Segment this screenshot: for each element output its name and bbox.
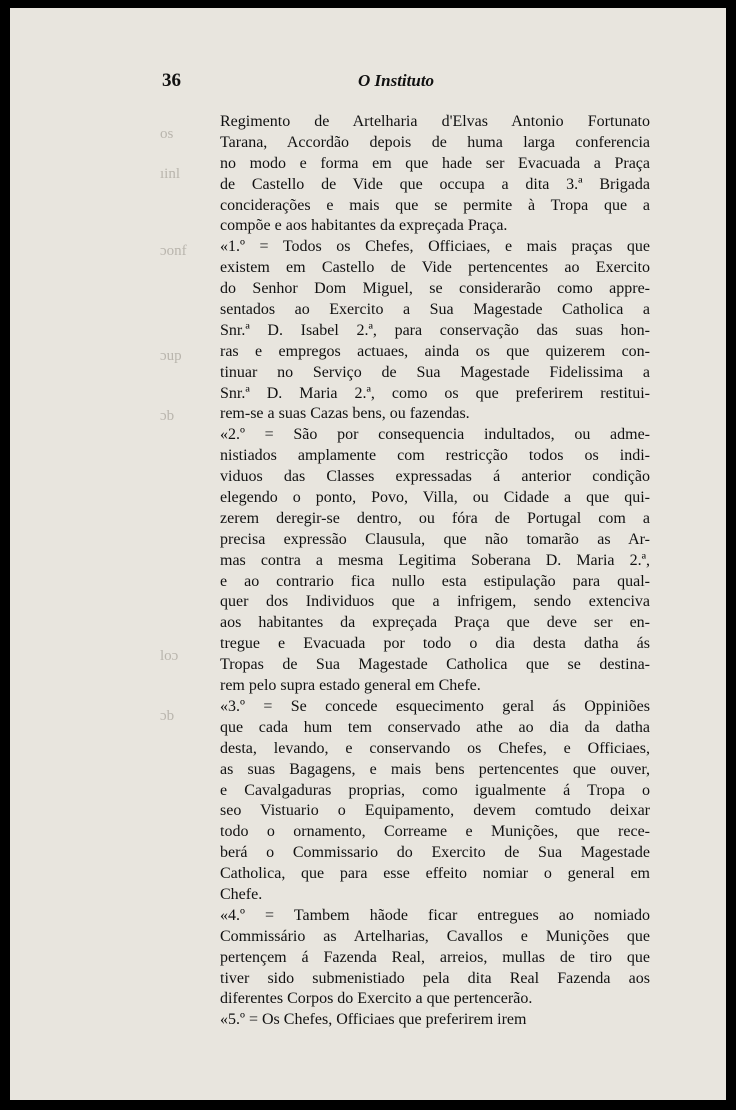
text-line: zerem deregir-se dentro, ou fóra de Portugal com a [220,509,650,527]
text-line: Catholica, que para esse effeito nomiar o general em [220,865,650,883]
text-line: quer dos Individuos que a infrigem, sendo extenciva [220,593,650,611]
text-line: Tropas de Sua Magestade Catholica que se destina- [220,656,650,674]
text-line: e Cavalgaduras proprias, como igualmente á Tropa o [220,781,650,799]
text-line: do Senhor Dom Miguel, se considerarão como appre- [220,280,650,298]
page-number: 36 [162,70,181,91]
bleed-through-mark: loɔ [160,648,179,664]
text-line: sentados ao Exercito a Sua Magestade Catholica a [220,301,650,319]
text-line: aos habitantes da expreçada Praça que deve ser en- [220,614,650,632]
text-line: e ao contrario fica nullo esta estipulação para qual- [220,572,650,590]
text-line: viduos das Classes expressadas á anterior condição [220,468,650,486]
bleed-through-mark: ɔonf [160,243,187,259]
text-line: existem em Castello de Vide pertencentes ao Exercito [220,259,650,277]
text-line: seo Vistuario o Equipamento, devem comtudo deixar [220,802,650,820]
paragraph [220,425,650,697]
paragraph [220,237,650,425]
text-line: Tarana, Accordão depois de huma larga conferencia [220,133,650,151]
text-line: tinuar no Serviço de Sua Magestade Fidelissima a [220,363,650,381]
document-page [10,8,726,1100]
text-line: compõe e aos habitantes da expreçada Praça. [220,217,508,235]
text-line: Commissário as Artelharias, Cavallos e Munições que [220,927,650,945]
paragraph [220,697,650,906]
text-line: berá o Commissario do Exercito de Sua Magestade [220,844,650,862]
text-line: tiver sido submenistiado pela dita Real Fazenda aos [220,969,650,987]
body-text [220,112,650,1031]
text-line: «5.º = Os Chefes, Officiaes que preferirem irem [220,1011,527,1029]
bleed-through-mark: ɔb [160,708,175,724]
text-line: nistiados amplamente com restricção todos os indi- [220,447,650,465]
text-line: precisa expressão Clausula, que não tomarão as Ar- [220,530,650,548]
text-line: que cada hum tem conservado athe ao dia da datha [220,718,650,736]
text-line: Regimento de Artelharia d'Elvas Antonio Fortunato [220,113,650,130]
bleed-through-mark: os [160,126,174,142]
bleed-through-mark: ɔup [160,348,182,364]
text-line: «1.º = Todos os Chefes, Officiaes, e mais praças que [220,238,650,256]
text-line: rem pelo supra estado general em Chefe. [220,677,481,695]
text-line: mas contra a mesma Legitima Soberana D. Maria 2.ª, [220,551,650,569]
text-line: desta, levando, e conservando os Chefes, e Officiaes, [220,739,650,757]
text-line: Chefe. [220,885,263,903]
text-line: «4.º = Tambem hãode ficar entregues ao nomiado [220,906,650,924]
text-line: as suas Bagagens, e mais bens pertencentes que ouver, [220,760,650,778]
text-line: «3.º = Se concede esquecimento geral ás Oppiniões [220,697,650,715]
running-head: O Instituto [358,71,435,90]
text-line: Snr.ª D. Maria 2.ª, como os que preferirem restitui- [220,384,650,402]
text-line: de Castello de Vide que occupa a dita 3.ª Brigada [220,175,650,193]
paragraph [220,112,650,237]
paragraph [220,906,650,1010]
text-line: conciderações e mais que se permite à Tropa que a [220,196,650,214]
text-line: «2.º = São por consequencia indultados, ou adme- [220,426,650,444]
text-line: Snr.ª D. Isabel 2.ª, para conservação das suas hon- [220,321,650,339]
text-line: no modo e forma em que hade ser Evacuada a Praça [220,154,650,172]
text-line: ras e empregos actuaes, ainda os que quizerem con- [220,342,650,360]
text-line: tregue e Evacuada por todo o dia desta datha ás [220,635,650,653]
text-line: diferentes Corpos do Exercito a que pertencerão. [220,990,533,1008]
bleed-through-mark: ɔb [160,408,175,424]
page-header [162,70,472,100]
bleed-through-mark: ıinl [160,166,181,182]
text-line: todo o ornamento, Correame e Munições, que rece- [220,823,650,841]
paragraph [220,1010,650,1031]
text-line: rem-se a suas Cazas bens, ou fazendas. [220,405,470,423]
text-line: elegendo o ponto, Povo, Villa, ou Cidade a que qui- [220,489,650,507]
text-line: pertençem á Fazenda Real, arreios, mullas de tiro que [220,948,650,966]
